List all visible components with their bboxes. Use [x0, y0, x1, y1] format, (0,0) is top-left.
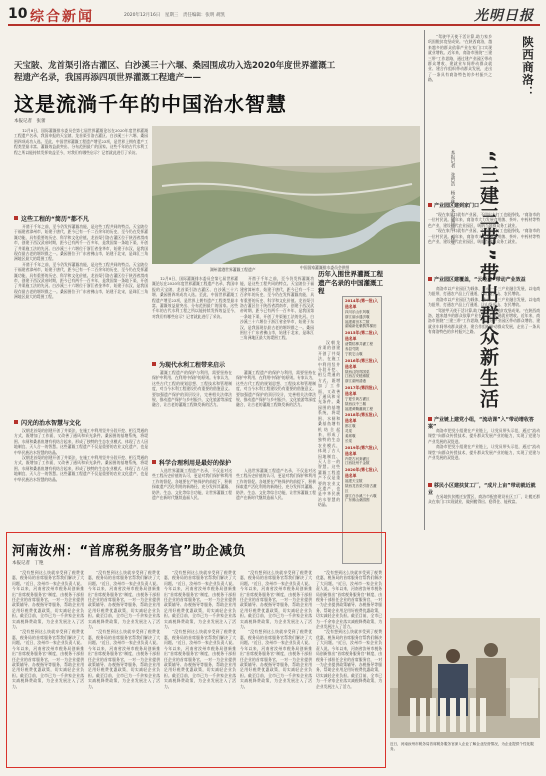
- bottom-byline: 本报记者 丁艳: [12, 561, 44, 566]
- shaanxi-sub4-text: 在易地扶贫搬迁安置区，商洛市配套建设社区工厂，让搬迁群众在家门口实现就业，做到搬得出、稳得住、能致富。: [428, 494, 540, 505]
- subhead-bullet: [14, 216, 18, 220]
- sidebar-year-heading: 2014年(第一批)入选名单: [345, 298, 379, 309]
- sidebar-item: 灵渠: [345, 429, 352, 434]
- lead-subhead-1: 这些工程的“简历”都不凡: [14, 214, 148, 223]
- section-title: 综合新闻: [30, 9, 94, 25]
- sidebar-item: 四川乐山东风堰: [345, 310, 370, 314]
- bottom-headline: 河南汝州：“首席税务服务官”助企减负: [12, 544, 247, 559]
- bottom-text-col-4: “没有想到这么快就享受到了税费优惠，税务局的首席服务官帮我们解决了大问题。”近日，汝州市一家企业负责人说。今年以来，河南省汝州市税务局创新推出“首席税务服务官”制度，由税务干部担任企业的首席服务官，一对一为企业提供政策辅导、办税指导等服务，帮助企业用足用好税费优惠政策，切实减轻企业负担。截至目前，全市已为一千余家企业落实减税降费政策，为企业发展注入了活力。 “没有想到这么快就享受到了税费优惠，税务局的首席服务官帮我们解决了大问题。”近日，汝州市一家企业负责人说。今年以来，河南省汝州市税务局创新推出“首席税务服务官”制度，由税务干部担任企业的首席服务官，一对一为企业提供政策辅导、办税指导等服务，帮助企业用足用好税费优惠政策，切实减轻企业负担。截至目前，全市已为一千余家企业落实减税降费政策，为企业发展注入了活力。: [240, 570, 312, 689]
- sidebar-item: 福建莆田木兰陂: [345, 319, 370, 324]
- bottom-text-col-1: “没有想到这么快就享受到了税费优惠，税务局的首席服务官帮我们解决了大问题。”近日，汝州市一家企业负责人说。今年以来，河南省汝州市税务局创新推出“首席税务服务官”制度，由税务干部担任企业的首席服务官，一对一为企业提供政策辅导、办税指导等服务，帮助企业用足用好税费优惠政策，切实减轻企业负担。截至目前，全市已为一千余家企业落实减税降费政策，为企业发展注入了活力。 “没有想到这么快就享受到了税费优惠，税务局的首席服务官帮我们解决了大问题。”近日，汝州市一家企业负责人说。今年以来，河南省汝州市税务局创新推出“首席税务服务官”制度，由税务干部担任企业的首席服务官，一对一为企业提供政策辅导、办税指导等服务，帮助企业用足用好税费优惠政策，切实减轻企业负担。截至目前，全市已为一千余家企业落实减税降费政策，为企业发展注入了活力。: [12, 570, 84, 689]
- lead-middle-text-2: 开凿于千年之前，至今仍发挥灌溉功能，是这些工程共同的特点。天宝陂位于福建省漳州市，始建于唐代，距今已有一千二百余年的历史，至今仍在发挥灌溉功能，具有重要的历史、科学和文化价值。龙首渠引洛古灌区位于陕西省渭南市，创建于西汉武帝时期，距今已有两千一百多年，是我国第一条地下渠，开创了井渠施工法的先河。白沙溪三十六堰位于浙江省金华市，始建于东汉，是我国现存最古老的堰坝群之一。桑园围位于广东省佛山市，始建于北宋，是珠江三角洲地区最大的堤围工程。: [240, 276, 314, 341]
- inset-caption: 中国国家灌溉排水委员会供图: [300, 265, 350, 270]
- subhead-bullet: [152, 460, 156, 464]
- sidebar-item: 福建黄鞠灌溉工程: [345, 406, 373, 411]
- sidebar-item: 都江堰: [345, 424, 356, 429]
- subhead-bullet: [152, 362, 156, 366]
- sidebar-item: 浙江湖州溇港: [345, 379, 366, 384]
- lead-section-1-text: 开凿于千年之前，至今仍发挥灌溉功能，是这些工程共同的特点。天宝陂位于福建省漳州市，始建于唐代，距今已有一千二百余年的历史，至今仍在发挥灌溉功能，具有重要的历史、科学和文化价值。龙首渠引洛古灌区位于陕西省渭南市，创建于西汉武帝时期，距今已有两千一百多年，是我国第一条地下渠，开创了井渠施工法的先河。白沙溪三十六堰位于浙江省金华市，始建于东汉，是我国现存最古老的堰坝群之一。桑园围位于广东省佛山市，始建于北宋，是珠江三角洲地区最大的堤围工程。 开凿于千年之前，至今仍发挥灌溉功能，是这些工程共同的特点。天宝陂位于福建省漳州市，始建于唐代，距今已有一千二百余年的历史，至今仍在发挥灌溉功能，具有重要的历史、科学和文化价值。龙首渠引洛古灌区位于陕西省渭南市，创建于西汉武帝时期，距今已有两千一百多年，是我国第一条地下渠，开创了井渠施工法的先河。白沙溪三十六堰位于浙江省金华市，始建于东汉，是我国现存最古老的堰坝群之一。桑园围位于广东省佛山市，始建于北宋，是珠江三角洲地区最大的堤围工程。: [14, 224, 148, 300]
- lead-section-2-text: 汉朝龙首渠的创建开创了井渠法，在施工中利用竖井分段开挖、相互贯通的方式，既增加了工作面，又改善了通风和采光条件。桑园围的基塘系统，将堤围、水闸和桑基鱼塘有机结合起来，形成了独特的生态农业模式，体现了古人因地制宜、天人合一的智慧。这些灌溉工程遗产不仅是重要的农业文化遗产，也是中华民族治水智慧的结晶。 汉朝龙首渠的创建开创了井渠法，在施工中利用竖井分段开挖、相互贯通的方式，既增加了工作面，又改善了通风和采光条件。桑园围的基塘系统，将堤围、水闸和桑基鱼塘有机结合起来，形成了独特的生态农业模式，体现了古人因地制宜、天人合一的智慧。这些灌溉工程遗产不仅是重要的农业文化遗产，也是中华民族治水智慧的结晶。: [14, 428, 148, 482]
- subhead-bullet: [428, 483, 432, 487]
- sidebar-item: 诸暨桔槔井灌工程: [345, 342, 373, 347]
- shaanxi-intro: “驾驶甲天使干活计算,助力家乡巩固脱贫攻坚成果。”在陕西商洛，越来越多的群众依靠产业在家门口实现就业增收。近年来，商洛市围绕“三建三带”工作思路，通过建产业园区带动群众增收、建就业车间带动群众就业、建合作组织带动群众发展，走出了一条具有商洛特色的乡村振兴之路。: [428, 34, 492, 83]
- column-divider: [424, 30, 425, 530]
- sidebar-title: 历年入围世界灌溉工程遗产名录的中国灌溉工程: [318, 270, 383, 295]
- sidebar-year-heading: 2018年(第五批)入选名单: [345, 412, 379, 424]
- sidebar-item: 姜席堰: [345, 433, 356, 438]
- shaanxi-sub3-text: 商洛市把党小组建在产业链上，让党员带头示范，通过“流动课堂”向群众传授技术，提升群众发展产业的能力，实现了党建与产业发展的双促进。 商洛市把党小组建在产业链上，让党员带头示范，通过“流动课堂”向群众传授技术，提升群众发展产业的能力，实现了党建与产业发展的双促进。: [428, 428, 540, 461]
- lead-photo: [152, 126, 420, 264]
- sidebar-list: [342, 296, 382, 564]
- shaanxi-subhead-1: 产业园区建到家门口: [428, 202, 540, 209]
- lead-byline: 本报记者 张蕾: [14, 119, 46, 124]
- sidebar-item: 寿县芍陂: [345, 346, 359, 351]
- masthead-logo: 光明日报: [474, 8, 534, 24]
- sidebar-item: 陕西龙首渠引洛古灌区: [345, 483, 377, 493]
- page-number: 10: [8, 6, 28, 22]
- sidebar-item: 宁夏引黄古灌区: [345, 396, 370, 401]
- shaanxi-subhead-2: 产业园区建覆盖，“云经济”带动产业效益: [428, 276, 540, 283]
- sidebar-year-heading: 2020年(第七批)入选名单: [345, 467, 379, 479]
- sidebar-item: 长渠: [345, 438, 352, 443]
- subhead-bullet: [428, 203, 432, 207]
- lead-section-4-text: 入选世界灌溉工程遗产名录，不仅是对这些工程历史价值的认可，更是对我们保护和利用工作的督促。各地要在严格保护的前提下，积极探索遗产活化利用的新路径，充分发挥其灌溉、防洪、生态、文化等综合功能，让世界灌溉工程遗产在新时代继续造福人民。: [152, 468, 232, 501]
- lead-section-4-text-2: 入选世界灌溉工程遗产名录，不仅是对这些工程历史价值的认可，更是对我们保护和利用工作的督促。各地要在严格保护的前提下，积极探索遗产活化利用的新路径，充分发挥其灌溉、防洪、生态、文化等综合功能，让世界灌溉工程遗产在新时代继续造福人民。: [236, 468, 316, 501]
- shaanxi-sub1-text: “现在家门口就有产业园，不用出去打工也能挣钱。”商洛市的一位村民说。近年来，商洛市大力发展食用菌、茶叶、中药材等特色产业，建设现代农业园区，吸纳当地群众务工就业。 “现在家门口就有产业园，不用出去打工也能挣钱。”商洛市的一位村民说。近年来，商洛市大力发展食用菌、茶叶、中药材等特色产业，建设现代农业园区，吸纳当地群众务工就业。: [428, 212, 540, 245]
- shaanxi-kicker: 陕西商洛：: [521, 36, 535, 99]
- sidebar-year-heading: 2017年(第四批)入选名单: [345, 384, 379, 396]
- lead-photo-caption: 湖州溇港世界灌溉工程遗产: [210, 267, 256, 272]
- subhead-bullet: [428, 277, 432, 281]
- subhead-bullet: [14, 420, 18, 424]
- sidebar-item: 江西抚州千金陂: [345, 461, 370, 466]
- bottom-text-col-5: “没有想到这么快就享受到了税费优惠，税务局的首席服务官帮我们解决了大问题。”近日，汝州市一家企业负责人说。今年以来，河南省汝州市税务局创新推出“首席税务服务官”制度，由税务干部担任企业的首席服务官，一对一为企业提供政策辅导、办税指导等服务，帮助企业用足用好税费优惠政策，切实减轻企业负担。截至目前，全市已为一千余家企业落实减税降费政策，为企业发展注入了活力。 “没有想到这么快就享受到了税费优惠，税务局的首席服务官帮我们解决了大问题。”近日，汝州市一家企业负责人说。今年以来，河南省汝州市税务局创新推出“首席税务服务官”制度，由税务干部担任企业的首席服务官，一对一为企业提供政策辅导、办税指导等服务，帮助企业用足用好税费优惠政策，切实减轻企业负担。截至目前，全市已为一千余家企业落实减税降费政策，为企业发展注入了活力。: [316, 570, 382, 689]
- landscape-illustration: [152, 126, 420, 264]
- lead-middle-text: 12月8日，国际灌溉排水委员会第七届世界灌溉论坛在2020年度世界灌溉工程遗产名录，我国申报的天宝陂、龙首渠引洛古灌区、白沙溪三十六堰、桑园围四项成功入选。至此，中国世界灌溉工程遗产增至23项，是世界上拥有遗产工程类型最丰富、灌溉效益最突出、分布范围最广的国家。这些千年的古代水利工程之所以能持续发挥效益至今，对我们有哪些启示？记者就此进行了采访。: [152, 276, 238, 319]
- page-header: [8, 6, 540, 26]
- lead-subhead-4: 科学合理利用是最好的保护: [152, 458, 312, 467]
- sidebar-year-heading: 2019年(第六批)入选名单: [345, 444, 379, 456]
- sidebar-item: 宁波它山堰: [345, 351, 363, 356]
- sidebar-item: 福建天宝陂: [345, 479, 363, 484]
- bottom-photo-caption: 近日，河南汝州市税务局首席税务服务官深入企业了解企业经营情况，为企业提供个性化服务。: [390, 742, 534, 751]
- lead-subhead-2: 闪光的治水智慧与文化: [14, 418, 148, 427]
- sidebar-item: 内蒙古河套灌区: [345, 456, 370, 461]
- sidebar-item: 江西吉安槎滩陂: [345, 374, 370, 379]
- bottom-photo: [390, 618, 540, 738]
- lead-section-3-text: 灌溉工程遗产的保护与利用，需要坚持在保护中利用、在利用中保护的原则。专家认为，这些古代工程的规划思想、工程技术和管理制度，对当今水利工程建设仍有重要的借鉴意义。要加强遗产保护的顶层设计，完善相关法律法规，推动遗产保护与乡村振兴、文化旅游等深度融合，让古老的灌溉工程焕发新的活力。: [152, 370, 232, 408]
- sidebar-item: 陕西泾阳郑国渠: [345, 369, 370, 374]
- lead-section-3-text-2: 灌溉工程遗产的保护与利用，需要坚持在保护中利用、在利用中保护的原则。专家认为，这些古代工程的规划思想、工程技术和管理制度，对当今水利工程建设仍有重要的借鉴意义。要加强遗产保护的顶层设计，完善相关法律法规，推动遗产保护与乡村振兴、文化旅游等深度融合，让古老的灌溉工程焕发新的活力。: [236, 370, 316, 408]
- sidebar-item: 浙江白沙溪三十六堰: [345, 493, 377, 498]
- subhead-bullet: [428, 417, 432, 421]
- shaanxi-subhead-3: 产业链上建党小组，“流动课”入“带动增收答案”: [428, 417, 534, 430]
- sidebar-item: 湖南新化紫鹊界梯田: [345, 324, 377, 329]
- workshop-illustration: [390, 618, 540, 738]
- shaanxi-sub2-text: 商洛市以产业园区为载体，推动一二三产业融合发展，以电商为纽带，打通农产品上行通道，让山货出山、农民增收。 商洛市以产业园区为载体，推动一二三产业融合发展，以电商为纽带，打通农产品上行通道，让山货出山、农民增收。 “驾驶甲天使干活计算,助力家乡巩固脱贫攻坚成果。”在陕西商洛，越来越多的群众依靠产业在家门口实现就业增收。近年来，商洛市围绕“三建三带”工作思路，通过建产业园区带动群众增收、建就业车间带动群众就业、建合作组织带动群众发展，走出了一条具有商洛特色的乡村振兴之路。: [428, 286, 540, 335]
- sidebar-year-heading: 2016年(第三批)入选名单: [345, 357, 379, 369]
- lead-subhead-3: 为现代水利工程带来启示: [152, 360, 312, 369]
- lead-kicker: 天宝陂、龙首渠引洛古灌区、白沙溪三十六堰、桑园围成功入选2020年度世界灌溉工程遗产名录，我国再添四项世界灌溉工程遗产——: [14, 61, 336, 83]
- shaanxi-subhead-4: 移民小区建扶贫工厂，“成片上亩”带动就近就业: [428, 483, 536, 496]
- sidebar-item: 浙江丽水通济堰: [345, 314, 370, 319]
- lead-headline: 这是流淌千年的中国治水智慧: [14, 92, 287, 116]
- sidebar-item: 陕西汉中三堰: [345, 401, 366, 406]
- sidebar-item: 广东佛山桑园围: [345, 498, 370, 503]
- bottom-text-col-3: “没有想到这么快就享受到了税费优惠，税务局的首席服务官帮我们解决了大问题。”近日，汝州市一家企业负责人说。今年以来，河南省汝州市税务局创新推出“首席税务服务官”制度，由税务干部担任企业的首席服务官，一对一为企业提供政策辅导、办税指导等服务，帮助企业用足用好税费优惠政策，切实减轻企业负担。截至目前，全市已为一千余家企业落实减税降费政策，为企业发展注入了活力。 “没有想到这么快就享受到了税费优惠，税务局的首席服务官帮我们解决了大问题。”近日，汝州市一家企业负责人说。今年以来，河南省汝州市税务局创新推出“首席税务服务官”制度，由税务干部担任企业的首席服务官，一对一为企业提供政策辅导、办税指导等服务，帮助企业用足用好税费优惠政策，切实减轻企业负担。截至目前，全市已为一千余家企业落实减税降费政策，为企业发展注入了活力。: [164, 570, 236, 689]
- bottom-text-col-2: “没有想到这么快就享受到了税费优惠，税务局的首席服务官帮我们解决了大问题。”近日，汝州市一家企业负责人说。今年以来，河南省汝州市税务局创新推出“首席税务服务官”制度，由税务干部担任企业的首席服务官，一对一为企业提供政策辅导、办税指导等服务，帮助企业用足用好税费优惠政策，切实减轻企业负担。截至目前，全市已为一千余家企业落实减税降费政策，为企业发展注入了活力。 “没有想到这么快就享受到了税费优惠，税务局的首席服务官帮我们解决了大问题。”近日，汝州市一家企业负责人说。今年以来，河南省汝州市税务局创新推出“首席税务服务官”制度，由税务干部担任企业的首席服务官，一对一为企业提供政策辅导、办税指导等服务，帮助企业用足用好税费优惠政策，切实减轻企业负担。截至目前，全市已为一千余家企业落实减税降费政策，为企业发展注入了活力。: [88, 570, 160, 689]
- shaanxi-byline: 本报记者 张哲浩 杨永林 本报通讯员 程昱: [450, 150, 455, 245]
- lead-narrow-text: 汉朝龙首渠的创建开创了井渠法，在施工中利用竖井分段开挖、相互贯通的方式，既增加了工作面，又改善了通风和采光条件。桑园围的基塘系统，将堤围、水闸和桑基鱼塘有机结合起来，形成了独特的生态农业模式，体现了古人因地制宜、天人合一的智慧。这些灌溉工程遗产不仅是重要的农业文化遗产，也是中华民族治水智慧的结晶。: [318, 340, 340, 508]
- issue-meta: 2020年12月16日 星期三 责任编辑：张明 胡凯: [124, 13, 225, 18]
- shaanxi-headline: “三建三带”带出群众新生活: [477, 150, 499, 410]
- lead-intro: 12月8日，国际灌溉排水委员会第七届世界灌溉论坛在2020年度世界灌溉工程遗产名录，我国申报的天宝陂、龙首渠引洛古灌区、白沙溪三十六堰、桑园围四项成功入选。至此，中国世界灌溉工程遗产增至23项，是世界上拥有遗产工程类型最丰富、灌溉效益最突出、分布范围最广的国家。这些千年的古代水利工程之所以能持续发挥效益至今，对我们有哪些启示？记者就此进行了采访。: [14, 128, 148, 155]
- sidebar-year-heading: 2015年(第二批)入选名单: [345, 330, 379, 342]
